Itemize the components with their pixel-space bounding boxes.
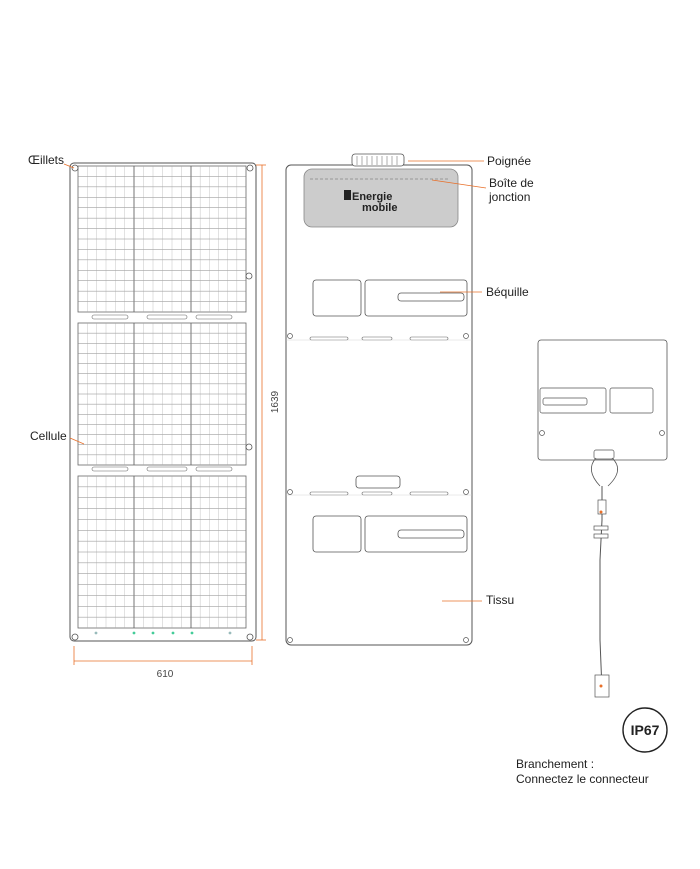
dimension-height xyxy=(256,165,281,640)
brand-line2: mobile xyxy=(362,202,398,214)
ip67-label: IP67 xyxy=(630,722,660,738)
eyelet xyxy=(246,444,252,450)
connection-note xyxy=(516,757,649,787)
back-eyelet xyxy=(288,638,293,643)
top-handle xyxy=(352,154,404,166)
label-poignee: Poignée xyxy=(487,154,532,168)
folded-view xyxy=(538,340,667,697)
label-bequille: Béquille xyxy=(486,285,529,299)
lower-pocket-left xyxy=(313,516,361,552)
label-boite-line2: jonction xyxy=(489,190,531,204)
back-eyelet xyxy=(464,334,469,339)
separator-slot xyxy=(196,467,232,471)
back-slot xyxy=(410,337,448,340)
back-slot xyxy=(362,492,392,495)
label-oeillets: Œillets xyxy=(28,153,65,167)
cable-loop xyxy=(591,458,617,486)
front-view xyxy=(70,163,256,641)
eyelet xyxy=(247,165,253,171)
strip-dot xyxy=(229,632,232,635)
middle-handle xyxy=(356,476,400,488)
eyelet xyxy=(246,273,252,279)
back-eyelet xyxy=(464,490,469,495)
strip-dot xyxy=(191,632,194,635)
connection-text: Connectez le connecteur xyxy=(516,772,649,786)
strip-dot xyxy=(133,632,136,635)
height-dimension-label: 1639 xyxy=(270,390,281,414)
upper-pocket-left xyxy=(313,280,361,316)
strip-dot xyxy=(95,632,98,635)
brand-logo-mark xyxy=(344,190,351,200)
width-dimension-label: 610 xyxy=(156,669,174,680)
connection-title: Branchement : xyxy=(516,757,595,771)
back-eyelet xyxy=(288,334,293,339)
separator-slot xyxy=(196,315,232,319)
separator-slot xyxy=(147,467,187,471)
cable xyxy=(600,486,602,690)
back-slot xyxy=(310,337,348,340)
back-panel-outline xyxy=(286,165,472,645)
back-slot xyxy=(410,492,448,495)
label-boite-line1: Boîte de xyxy=(489,176,534,190)
folded-kickstand xyxy=(543,398,587,405)
strip-dot xyxy=(172,632,175,635)
label-tissu: Tissu xyxy=(486,593,515,607)
lower-kickstand xyxy=(398,530,464,538)
dimension-width xyxy=(74,646,252,680)
separator-slot xyxy=(147,315,187,319)
label-cellule: Cellule xyxy=(30,429,67,443)
separator-slot xyxy=(92,467,128,471)
back-eyelet xyxy=(464,638,469,643)
back-view xyxy=(286,154,472,645)
separator-slot xyxy=(92,315,128,319)
back-slot xyxy=(310,492,348,495)
cable-junction xyxy=(594,450,614,459)
back-slot xyxy=(362,337,392,340)
folded-pocket-right xyxy=(610,388,653,413)
upper-kickstand xyxy=(398,293,464,301)
ip67-badge xyxy=(623,708,667,752)
back-eyelet xyxy=(288,490,293,495)
eyelet xyxy=(247,634,253,640)
eyelet xyxy=(72,165,78,171)
eyelet xyxy=(72,634,78,640)
strip-dot xyxy=(152,632,155,635)
cell-grid xyxy=(78,166,246,628)
brand-line1: Energie xyxy=(352,191,393,203)
